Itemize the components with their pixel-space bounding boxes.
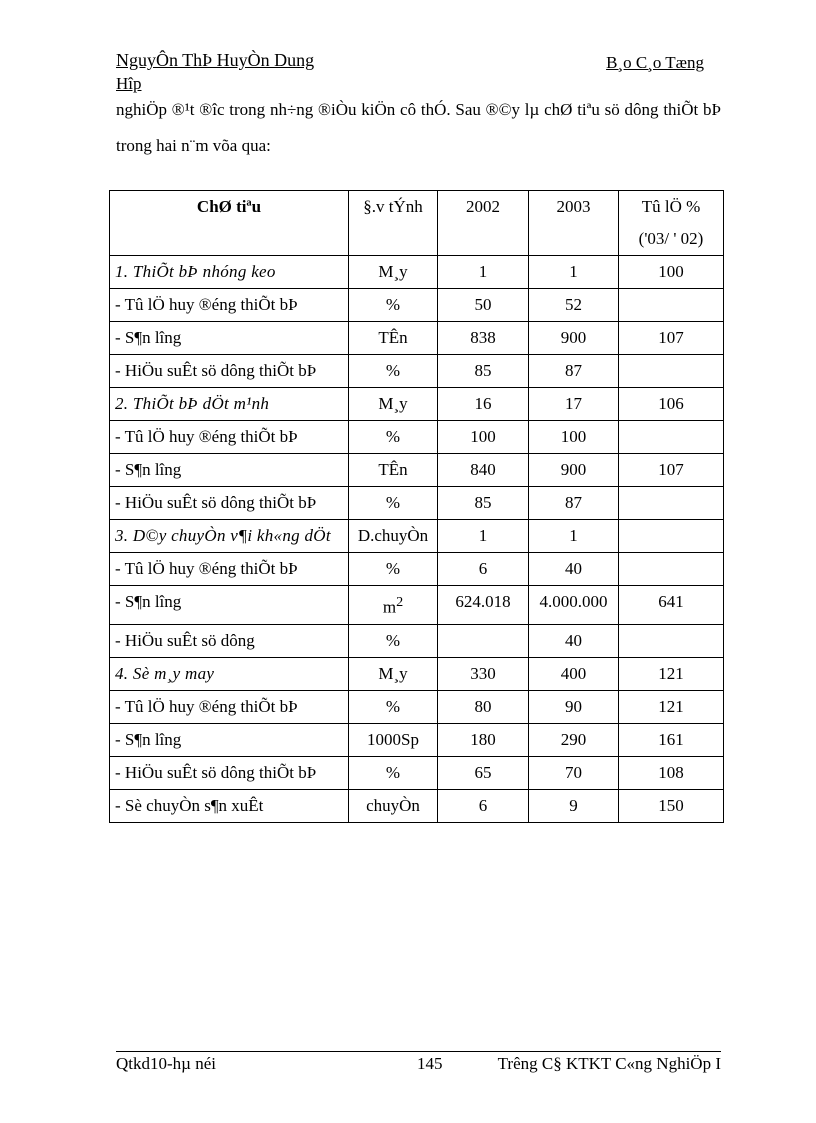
cell-ratio [619, 355, 724, 388]
cell-ratio [619, 520, 724, 553]
cell-v2002: 6 [438, 789, 529, 822]
equipment-usage-table [109, 190, 724, 823]
cell-v2002: 840 [438, 454, 529, 487]
header-report-title: B¸o C¸o Tæng [606, 53, 704, 72]
cell-v2002: 330 [438, 657, 529, 690]
cell-v2002: 838 [438, 322, 529, 355]
cell-ratio [619, 421, 724, 454]
cell-v2003: 1 [529, 256, 619, 289]
cell-indicator: 4. Sè m¸y may [110, 657, 349, 690]
cell-unit-text: % [385, 559, 401, 578]
cell-v2002 [438, 624, 529, 657]
cell-v2002: 50 [438, 289, 529, 322]
cell-v2003: 87 [529, 355, 619, 388]
table-row [110, 690, 724, 723]
cell-unit-text: M¸y [378, 262, 408, 281]
cell-ratio [619, 553, 724, 586]
cell-v2002: 180 [438, 723, 529, 756]
cell-indicator: 2. ThiÕt bÞ dÖt m¹nh [110, 388, 349, 421]
cell-v2003: 4.000.000 [529, 586, 619, 625]
cell-unit [349, 322, 438, 355]
cell-unit [349, 690, 438, 723]
cell-v2002: 1 [438, 256, 529, 289]
cell-indicator: - HiÖu suÊt sö dông [110, 624, 349, 657]
header-ratio [619, 191, 724, 256]
cell-v2003: 900 [529, 322, 619, 355]
cell-unit-text: % [385, 427, 401, 446]
cell-v2002: 80 [438, 690, 529, 723]
header-ratio-sub: ('03/ ' 02) [638, 229, 704, 248]
cell-unit [349, 553, 438, 586]
cell-indicator: 3. D©y chuyÒn v¶i kh«ng dÖt [110, 520, 349, 553]
cell-unit-text: TÊn [378, 460, 408, 479]
cell-unit [349, 723, 438, 756]
cell-v2002: 85 [438, 355, 529, 388]
cell-v2003: 87 [529, 487, 619, 520]
header-author: NguyÔn ThÞ HuyÒn Dung [116, 50, 315, 70]
cell-v2002: 624.018 [438, 586, 529, 625]
footer-page-number: 145 [417, 1054, 443, 1073]
cell-indicator: - HiÖu suÊt sö dông thiÕt bÞ [110, 487, 349, 520]
cell-indicator: - S¶n lîng [110, 723, 349, 756]
header-2003: 2003 [529, 191, 619, 256]
cell-ratio [619, 487, 724, 520]
cell-ratio [619, 289, 724, 322]
table-row [110, 624, 724, 657]
table-row [110, 355, 724, 388]
cell-unit-text: % [385, 696, 401, 716]
cell-ratio: 161 [619, 723, 724, 756]
table-row [110, 256, 724, 289]
table-row [110, 553, 724, 586]
cell-ratio: 121 [619, 690, 724, 723]
cell-unit-superscript: 2 [396, 594, 404, 610]
header-report-title-cont: Hîp [116, 74, 142, 93]
cell-indicator: - Tû lÖ huy ®éng thiÕt bÞ [110, 289, 349, 322]
cell-unit-text: 1000Sp [367, 729, 419, 749]
cell-v2002: 100 [438, 421, 529, 454]
cell-indicator: - Sè chuyÒn s¶n xuÊt [110, 789, 349, 822]
cell-unit [349, 624, 438, 657]
cell-ratio: 107 [619, 322, 724, 355]
cell-v2003: 290 [529, 723, 619, 756]
cell-unit-text: M¸y [378, 394, 408, 413]
cell-unit [349, 388, 438, 421]
cell-v2003: 90 [529, 690, 619, 723]
table-row [110, 723, 724, 756]
cell-unit [349, 520, 438, 553]
cell-ratio: 107 [619, 454, 724, 487]
cell-v2002: 65 [438, 756, 529, 789]
cell-unit-text: % [385, 762, 401, 782]
cell-unit-text: D.chuyÒn [357, 526, 429, 545]
table-row [110, 657, 724, 690]
cell-v2003: 40 [529, 624, 619, 657]
cell-v2003: 70 [529, 756, 619, 789]
cell-ratio: 100 [619, 256, 724, 289]
cell-v2003: 40 [529, 553, 619, 586]
cell-ratio: 121 [619, 657, 724, 690]
intro-paragraph: nghiÖp ®¹t ®îc trong nh÷ng ®iÒu kiÖn cô thÓ. Sau ®©y lµ chØ tiªu sö dông thiÕt bÞ trong hai n¨m võa qua: [116, 100, 721, 155]
cell-unit [349, 454, 438, 487]
header-indicator: ChØ tiªu [110, 191, 349, 256]
cell-unit-text: TÊn [378, 328, 408, 347]
footer-left: Qtkd10-hµ néi [116, 1054, 216, 1073]
cell-indicator: - Tû lÖ huy ®éng thiÕt bÞ [110, 421, 349, 454]
cell-unit [349, 421, 438, 454]
cell-v2002: 1 [438, 520, 529, 553]
header-unit: §.v tÝnh [349, 191, 438, 256]
cell-ratio [619, 624, 724, 657]
cell-unit [349, 756, 438, 789]
cell-v2003: 52 [529, 289, 619, 322]
cell-v2003: 9 [529, 789, 619, 822]
cell-ratio: 641 [619, 586, 724, 625]
table-row [110, 388, 724, 421]
table-row [110, 586, 724, 625]
cell-v2002: 6 [438, 553, 529, 586]
cell-unit-text: % [385, 630, 401, 650]
cell-indicator: - Tû lÖ huy ®éng thiÕt bÞ [110, 553, 349, 586]
cell-v2002: 85 [438, 487, 529, 520]
cell-unit [349, 657, 438, 690]
table-row [110, 487, 724, 520]
table-header-row [110, 191, 724, 256]
table-row [110, 421, 724, 454]
cell-ratio: 150 [619, 789, 724, 822]
cell-v2003: 17 [529, 388, 619, 421]
cell-unit-text: % [385, 361, 401, 380]
cell-indicator: - Tû lÖ huy ®éng thiÕt bÞ [110, 690, 349, 723]
cell-indicator: 1. ThiÕt bÞ nhóng keo [110, 256, 349, 289]
table-row [110, 789, 724, 822]
cell-indicator: - S¶n lîng [110, 322, 349, 355]
footer-divider [116, 1051, 721, 1052]
table-row [110, 454, 724, 487]
cell-v2003: 900 [529, 454, 619, 487]
footer-right: Trêng C§ KTKT C«ng NghiÖp I [497, 1054, 721, 1073]
table-row [110, 520, 724, 553]
cell-unit-text: chuyÒn [366, 795, 420, 815]
table-row [110, 322, 724, 355]
cell-unit [349, 355, 438, 388]
cell-indicator: - HiÖu suÊt sö dông thiÕt bÞ [110, 756, 349, 789]
cell-unit-text: m [382, 597, 397, 617]
cell-unit [349, 289, 438, 322]
table-row [110, 289, 724, 322]
cell-unit [349, 487, 438, 520]
cell-unit-text: % [385, 295, 401, 314]
cell-unit [349, 256, 438, 289]
cell-v2003: 100 [529, 421, 619, 454]
cell-indicator: - HiÖu suÊt sö dông thiÕt bÞ [110, 355, 349, 388]
cell-unit [349, 586, 438, 625]
cell-ratio: 108 [619, 756, 724, 789]
cell-unit-text: M¸y [378, 663, 408, 683]
cell-v2002: 16 [438, 388, 529, 421]
header-2002: 2002 [438, 191, 529, 256]
cell-v2003: 400 [529, 657, 619, 690]
cell-indicator: - S¶n lîng [110, 454, 349, 487]
table-row [110, 756, 724, 789]
cell-v2003: 1 [529, 520, 619, 553]
cell-unit-text: % [385, 493, 401, 512]
header-ratio-label: Tû lÖ % [641, 197, 701, 216]
cell-indicator: - S¶n lîng [110, 586, 349, 625]
cell-unit [349, 789, 438, 822]
cell-ratio: 106 [619, 388, 724, 421]
